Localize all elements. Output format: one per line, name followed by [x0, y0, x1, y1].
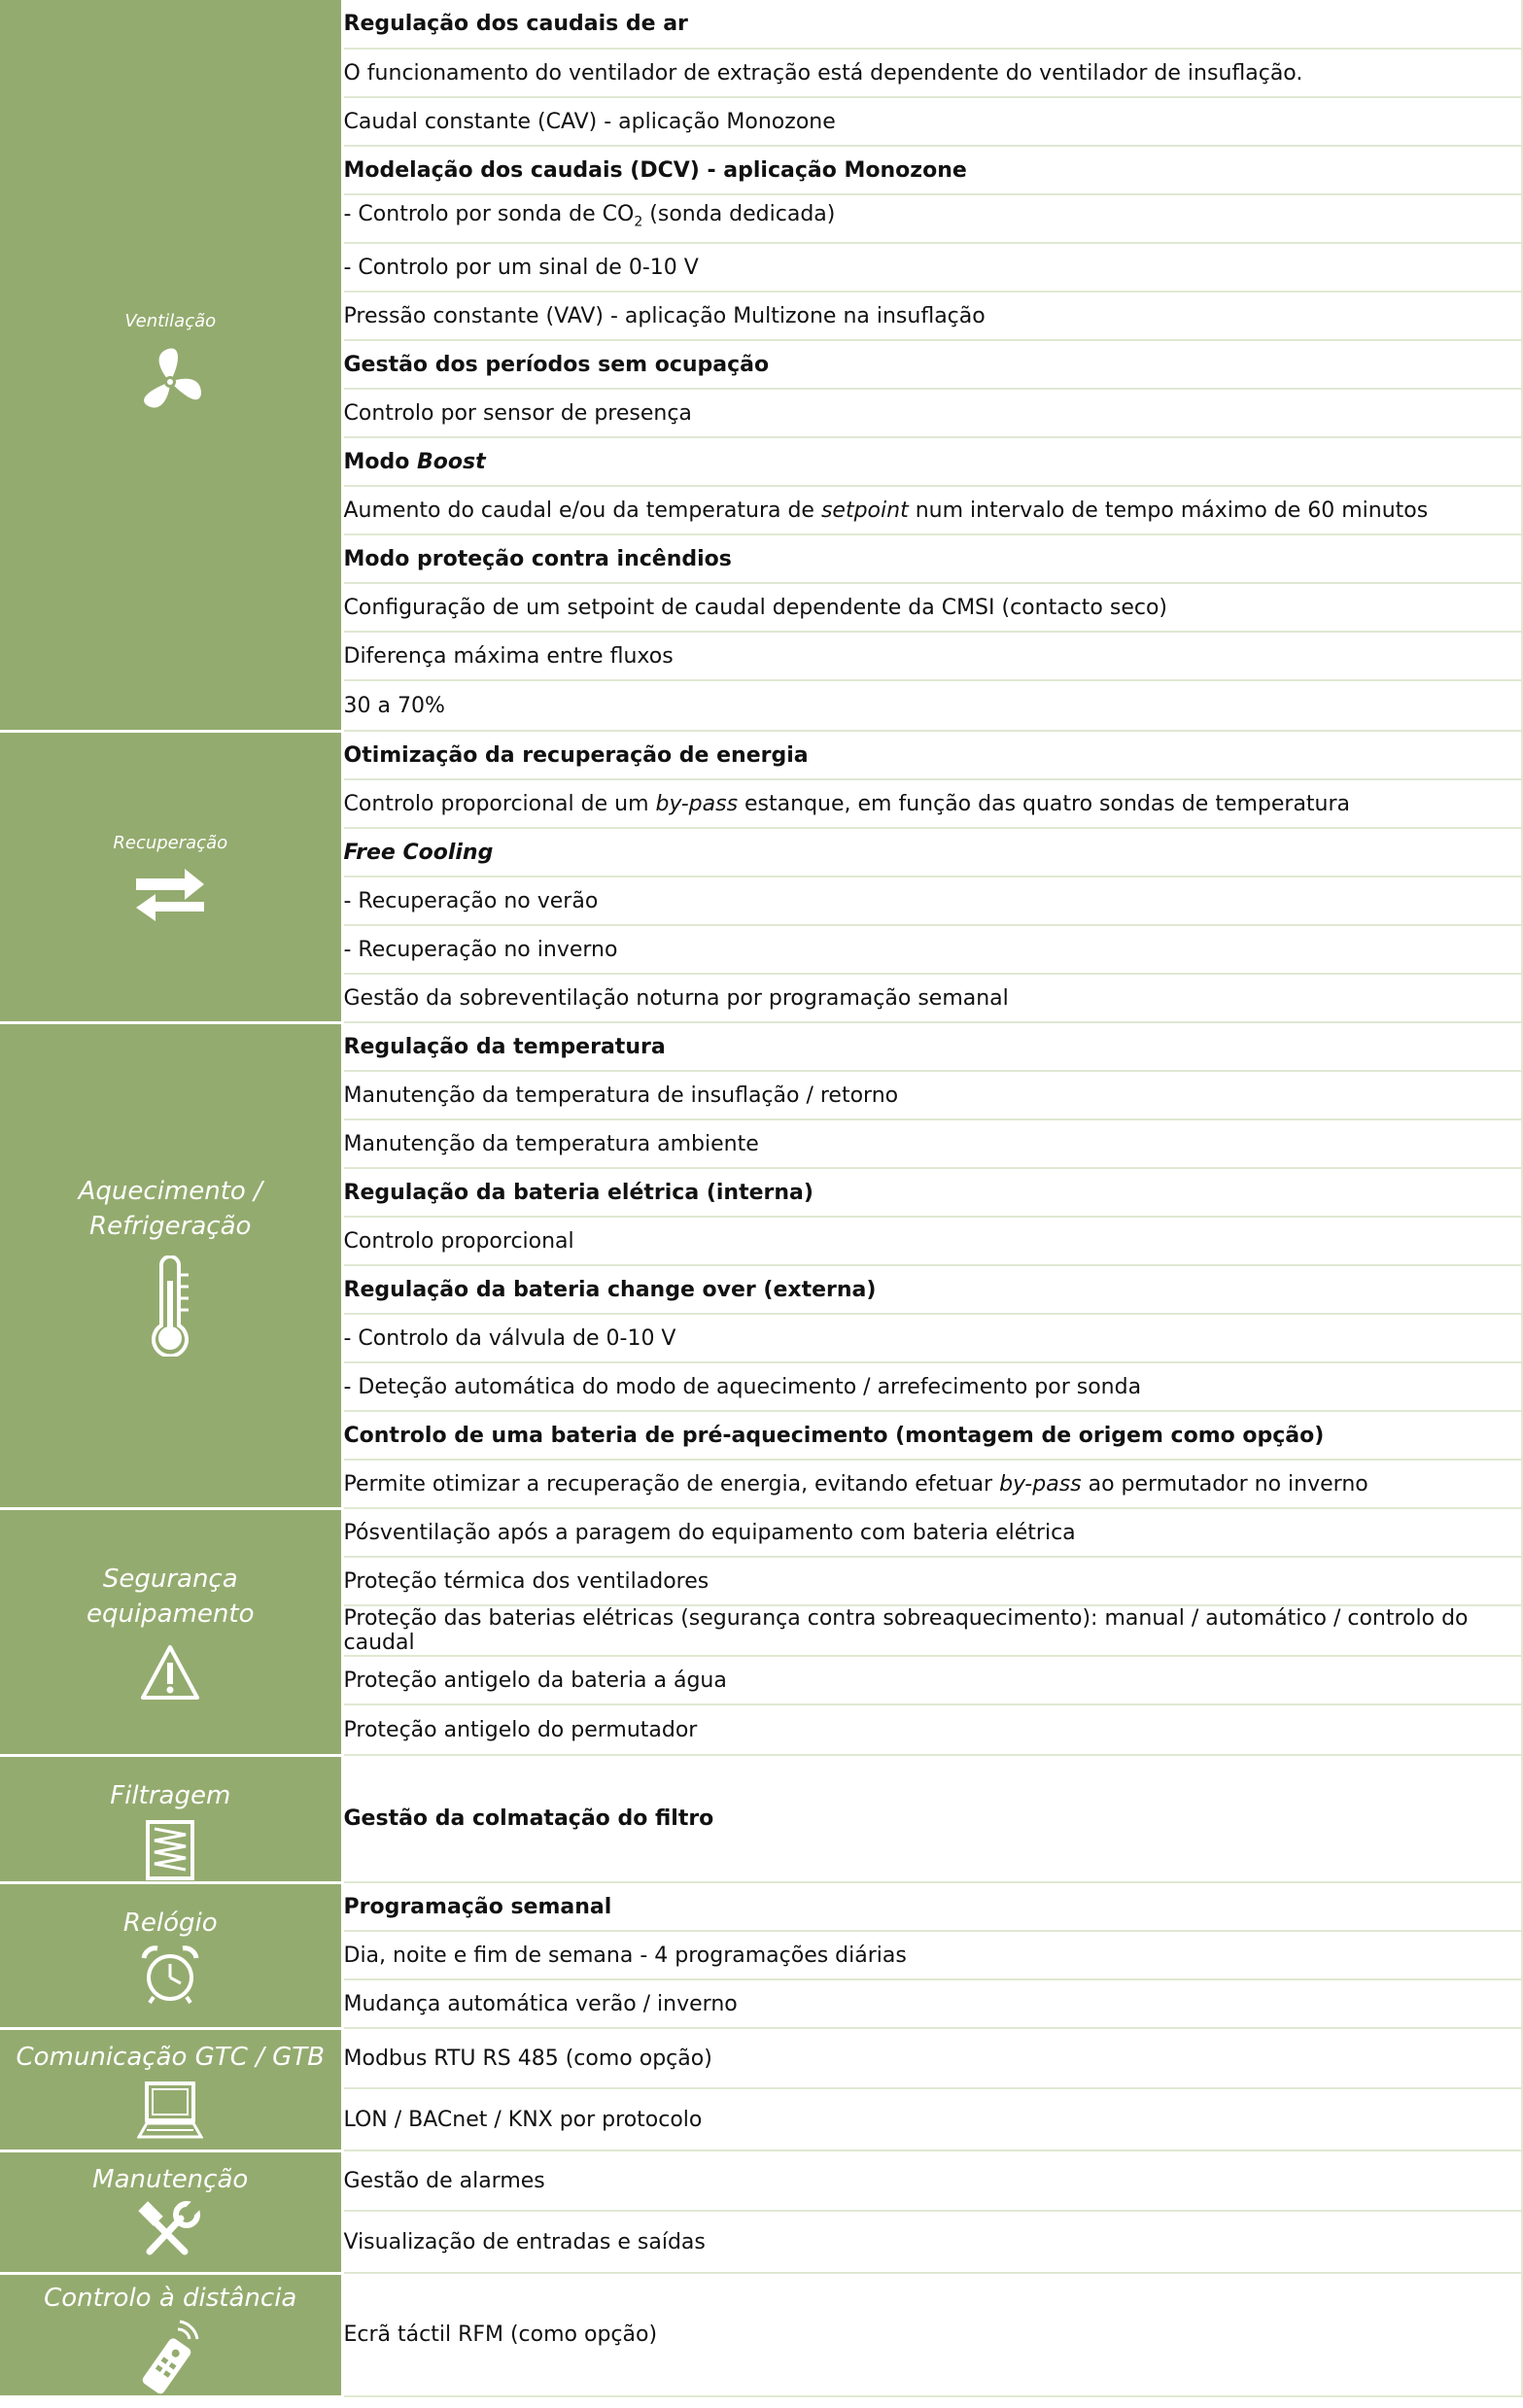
category-label: Recuperação	[113, 833, 228, 853]
feature-row: Gestão da sobreventilação noturna por programação semanal	[342, 974, 1522, 1022]
feature-emphasis: Boost	[417, 449, 486, 474]
feature-row: Dia, noite e fim de semana - 4 programações diárias	[342, 1931, 1522, 1979]
feature-row: Free Cooling	[342, 828, 1522, 877]
feature-row: LON / BACnet / KNX por protocolo	[342, 2088, 1522, 2150]
feature-row: Ecrã táctil RFM (como opção)	[342, 2273, 1522, 2396]
feature-row: - Controlo da válvula de 0-10 V	[342, 1314, 1522, 1362]
feature-row: Proteção antigelo da bateria a água	[342, 1656, 1522, 1704]
feature-row	[342, 486, 1522, 534]
feature-text: Aumento do caudal e/ou da temperatura de	[343, 498, 821, 523]
feature-row: - Recuperação no verão	[342, 877, 1522, 925]
feature-row	[342, 437, 1522, 486]
feature-emphasis: by-pass	[655, 791, 739, 816]
feature-row: 30 a 70%	[342, 680, 1522, 731]
feature-row: Manutenção da temperatura de insuflação / retorno	[342, 1071, 1522, 1119]
feature-text: ao permutador no inverno	[1081, 1471, 1368, 1496]
feature-row: Gestão de alarmes	[342, 2150, 1522, 2211]
category-controlo	[0, 2273, 342, 2396]
feature-row: Visualização de entradas e saídas	[342, 2211, 1522, 2273]
category-seguranca	[0, 1508, 342, 1755]
feature-row: Modbus RTU RS 485 (como opção)	[342, 2028, 1522, 2088]
feature-row: Configuração de um setpoint de caudal dependente da CMSI (contacto seco)	[342, 583, 1522, 632]
tools-icon	[138, 2201, 202, 2259]
feature-row: Manutenção da temperatura ambiente	[342, 1119, 1522, 1168]
feature-row: Regulação da bateria change over (externa)	[342, 1265, 1522, 1314]
feature-row: Controlo proporcional	[342, 1217, 1522, 1265]
remote-control-icon	[139, 2320, 201, 2395]
feature-row: Regulação dos caudais de ar	[342, 0, 1522, 49]
feature-emphasis: setpoint	[820, 498, 909, 523]
feature-row: Modelação dos caudais (DCV) - aplicação Monozone	[342, 146, 1522, 194]
feature-text: num intervalo de tempo máximo de 60 minutos	[908, 498, 1429, 523]
feature-row: Pósventilação após a paragem do equipamento com bateria elétrica	[342, 1508, 1522, 1557]
feature-row: O funcionamento do ventilador de extração está dependente do ventilador de insuflação.	[342, 49, 1522, 97]
feature-row: Proteção térmica dos ventiladores	[342, 1557, 1522, 1605]
feature-emphasis: by-pass	[999, 1471, 1082, 1496]
alarm-clock-icon	[140, 1944, 200, 2005]
filter-icon	[145, 1819, 195, 1881]
feature-row: - Controlo por um sinal de 0-10 V	[342, 243, 1522, 292]
feature-text: Modo	[343, 449, 418, 474]
feature-row: Mudança automática verão / inverno	[342, 1979, 1522, 2028]
feature-row: Regulação da bateria elétrica (interna)	[342, 1168, 1522, 1217]
category-label: Filtragem	[110, 1780, 231, 1810]
feature-text: Permite otimizar a recuperação de energia, evitando efetuar	[343, 1471, 1000, 1496]
feature-text: - Controlo por sonda de CO	[343, 202, 635, 227]
category-label: Ventilação	[124, 311, 217, 332]
feature-row: Modo proteção contra incêndios	[342, 534, 1522, 583]
fan-icon	[133, 345, 207, 419]
category-label: Aquecimento / Refrigeração	[78, 1177, 262, 1241]
feature-row: Controlo de uma bateria de pré-aquecimento (montagem de origem como opção)	[342, 1411, 1522, 1460]
feature-row: - Deteção automática do modo de aquecimento / arrefecimento por sonda	[342, 1362, 1522, 1411]
feature-row: - Recuperação no inverno	[342, 925, 1522, 974]
feature-row: Otimização da recuperação de energia	[342, 731, 1522, 779]
category-comunicacao	[0, 2028, 342, 2150]
feature-row: Proteção antigelo do permutador	[342, 1704, 1522, 1755]
feature-row: Controlo por sensor de presença	[342, 389, 1522, 437]
feature-row: Pressão constante (VAV) - aplicação Multizone na insuflação	[342, 292, 1522, 340]
feature-row: Proteção das baterias elétricas (segurança contra sobreaquecimento): manual / automático / controlo do caudal	[342, 1605, 1522, 1656]
category-label: Relógio	[122, 1909, 218, 1938]
feature-row: Gestão da colmatação do filtro	[342, 1755, 1522, 1882]
feature-row: Programação semanal	[342, 1882, 1522, 1931]
category-recuperacao	[0, 731, 342, 1022]
category-label: Manutenção	[92, 2164, 249, 2194]
feature-row: Gestão dos períodos sem ocupação	[342, 340, 1522, 389]
feature-row: Caudal constante (CAV) - aplicação Monozone	[342, 97, 1522, 146]
category-filtragem	[0, 1755, 342, 1882]
exchange-arrows-icon	[132, 867, 208, 921]
category-label: Comunicação GTC / GTB	[16, 2042, 326, 2072]
category-label: Segurança equipamento	[86, 1565, 255, 1629]
computer-icon	[137, 2081, 203, 2141]
feature-row	[342, 779, 1522, 828]
feature-row	[342, 1460, 1522, 1508]
warning-icon	[139, 1643, 201, 1702]
subscript: 2	[634, 214, 643, 230]
category-aquecimento	[0, 1022, 342, 1508]
category-manutencao	[0, 2150, 342, 2273]
feature-text: estanque, em função das quatro sondas de temperatura	[738, 791, 1351, 816]
category-ventilacao	[0, 0, 342, 731]
feature-row: Regulação da temperatura	[342, 1022, 1522, 1071]
feature-text: (sonda dedicada)	[642, 202, 836, 227]
category-relogio	[0, 1882, 342, 2028]
feature-row	[342, 194, 1522, 243]
thermometer-icon	[146, 1256, 194, 1357]
feature-row: Diferença máxima entre fluxos	[342, 632, 1522, 680]
feature-text: Controlo proporcional de um	[343, 791, 656, 816]
category-label: Controlo à distância	[44, 2283, 297, 2313]
